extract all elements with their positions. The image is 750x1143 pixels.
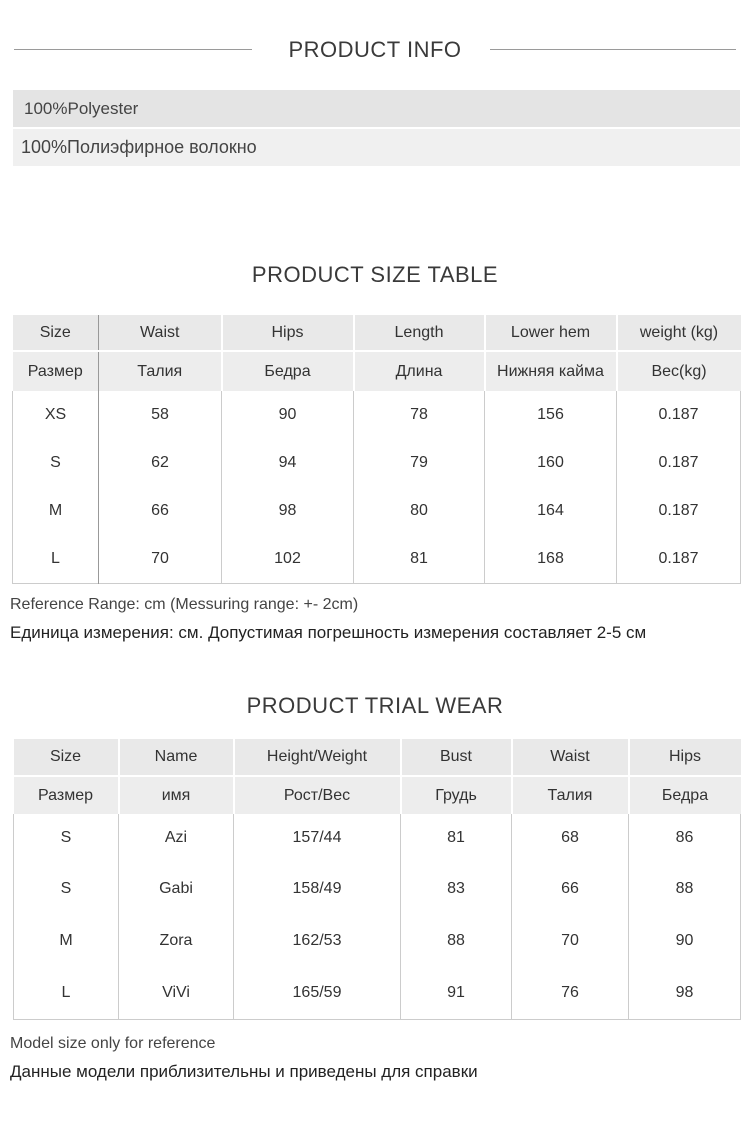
table-row	[13, 391, 741, 439]
size-header-cell: Size	[13, 315, 99, 351]
waist-cell: 62	[99, 439, 222, 487]
trial-name-cell: ViVi	[119, 967, 234, 1019]
size-header-ru-row	[13, 351, 741, 391]
trial-header-cell: Waist	[512, 739, 629, 776]
hips-cell: 102	[222, 535, 354, 583]
product-info-title: PRODUCT INFO	[288, 37, 462, 62]
trial-header-en-row	[14, 739, 741, 776]
hips-cell: 98	[222, 487, 354, 535]
trial-header-cell: Bust	[401, 739, 512, 776]
size-cell: L	[13, 535, 99, 583]
trial-header-cell: Size	[14, 739, 119, 776]
trial-header-cell: Рост/Вес	[234, 776, 401, 814]
trial-header-cell: Талия	[512, 776, 629, 814]
length-cell: 79	[354, 439, 485, 487]
trial-height-weight-cell: 165/59	[234, 967, 401, 1019]
weight-cell: 0.187	[617, 487, 741, 535]
size-header-cell: Hips	[222, 315, 354, 351]
trial-wear-table	[13, 739, 741, 1020]
size-note-ru: Единица измерения: см. Допустимая погрешность измерения составляет 2-5 см	[10, 623, 647, 642]
table-row	[14, 814, 741, 862]
size-table	[12, 315, 741, 584]
table-row	[13, 535, 741, 583]
trial-header-cell: Hips	[668, 748, 701, 765]
table-row	[14, 915, 741, 967]
trial-waist-cell: 70	[512, 915, 629, 967]
lower-hem-cell: 164	[485, 487, 617, 535]
hips-cell: 90	[222, 391, 354, 439]
weight-cell: 0.187	[617, 391, 741, 439]
lower-hem-cell: 156	[485, 391, 617, 439]
trial-hips-cell: 90	[629, 915, 741, 967]
size-header-cell: Длина	[354, 351, 485, 391]
size-cell: XS	[13, 391, 99, 439]
trial-bust-cell: 83	[401, 862, 512, 915]
size-header-cell: Вес(kg)	[651, 362, 707, 380]
trial-height-weight-cell: 162/53	[234, 915, 401, 967]
waist-cell: 58	[99, 391, 222, 439]
size-header-cell: Талия	[99, 351, 222, 391]
trial-hips-cell: 86	[629, 814, 741, 862]
trial-note-ru: Данные модели приблизительны и приведены для справки	[10, 1062, 478, 1081]
trial-header-cell: Бедра	[661, 786, 709, 804]
trial-header-ru-row	[14, 776, 741, 814]
size-table-title: PRODUCT SIZE TABLE	[251, 262, 499, 287]
table-row	[14, 862, 741, 915]
trial-waist-cell: 76	[512, 967, 629, 1019]
trial-waist-cell: 66	[512, 862, 629, 915]
table-row	[13, 487, 741, 535]
trial-bust-cell: 91	[401, 967, 512, 1019]
size-header-cell: weight (kg)	[639, 323, 719, 341]
size-header-cell: Waist	[99, 315, 222, 351]
material-en-row	[13, 90, 740, 127]
trial-size-cell: L	[14, 967, 119, 1019]
trial-waist-cell: 68	[512, 814, 629, 862]
trial-hips-cell: 98	[629, 967, 741, 1019]
trial-wear-title: PRODUCT TRIAL WEAR	[246, 693, 504, 718]
trial-header-cell: Размер	[14, 776, 119, 814]
trial-height-weight-cell: 158/49	[234, 862, 401, 915]
table-row	[13, 439, 741, 487]
trial-size-cell: S	[14, 862, 119, 915]
material-ru-row	[13, 129, 740, 166]
trial-header-cell: имя	[119, 776, 234, 814]
size-cell: S	[13, 439, 99, 487]
trial-header-cell: Height/Weight	[234, 739, 401, 776]
material-ru: 100%Полиэфирное волокно	[21, 137, 257, 157]
size-header-cell: Нижняя кайма	[485, 351, 617, 391]
trial-name-cell: Zora	[119, 915, 234, 967]
length-cell: 78	[354, 391, 485, 439]
material-en: 100%Polyester	[24, 99, 139, 118]
table-row	[14, 967, 741, 1019]
trial-hips-cell: 88	[629, 862, 741, 915]
trial-bust-cell: 88	[401, 915, 512, 967]
trial-size-cell: S	[14, 814, 119, 862]
size-header-en-row	[13, 315, 741, 351]
waist-cell: 66	[99, 487, 222, 535]
trial-bust-cell: 81	[401, 814, 512, 862]
trial-size-cell: M	[14, 915, 119, 967]
size-header-cell: Размер	[13, 351, 99, 391]
weight-cell: 0.187	[617, 535, 741, 583]
lower-hem-cell: 168	[485, 535, 617, 583]
hips-cell: 94	[222, 439, 354, 487]
trial-name-cell: Gabi	[119, 862, 234, 915]
length-cell: 80	[354, 487, 485, 535]
waist-cell: 70	[99, 535, 222, 583]
trial-height-weight-cell: 157/44	[234, 814, 401, 862]
size-header-cell: Lower hem	[485, 315, 617, 351]
trial-name-cell: Azi	[119, 814, 234, 862]
size-header-cell: Бедра	[222, 351, 354, 391]
size-cell: M	[13, 487, 99, 535]
trial-header-cell: Грудь	[401, 776, 512, 814]
trial-note-en: Model size only for reference	[10, 1035, 216, 1052]
size-header-cell: Length	[354, 315, 485, 351]
trial-header-cell: Name	[119, 739, 234, 776]
lower-hem-cell: 160	[485, 439, 617, 487]
size-note-en: Reference Range: cm (Messuring range: +- 2cm)	[10, 596, 359, 613]
length-cell: 81	[354, 535, 485, 583]
weight-cell: 0.187	[617, 439, 741, 487]
